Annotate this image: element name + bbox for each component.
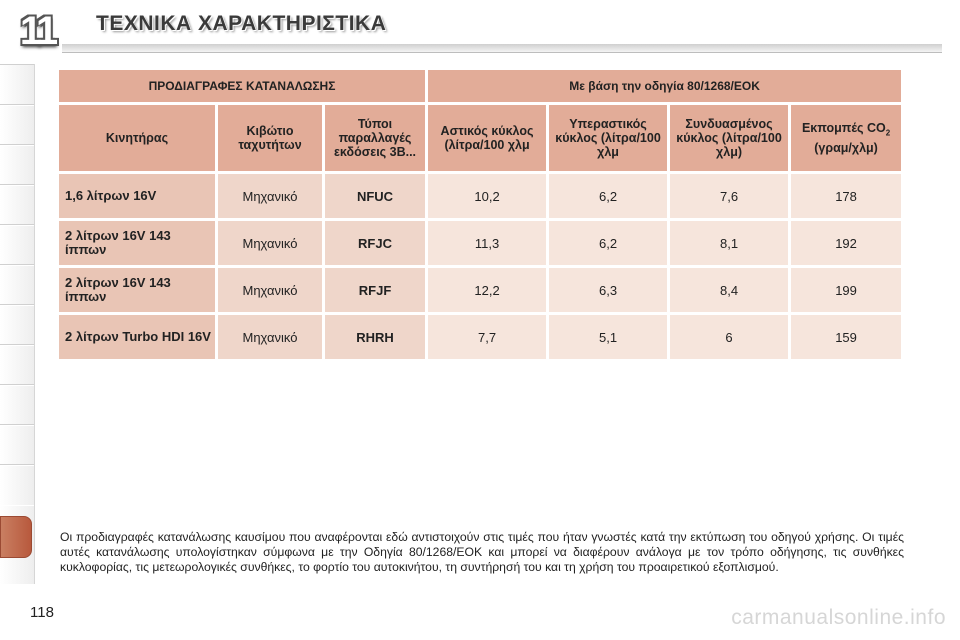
column-header-extra-urban: Υπεραστικός κύκλος (λίτρα/100 χλμ <box>549 105 667 171</box>
watermark: carmanualsonline.info <box>731 606 946 629</box>
gearbox-cell: Μηχανικό <box>218 268 322 312</box>
chapter-tab[interactable] <box>0 264 34 306</box>
variant-code-cell: RFJF <box>325 268 425 312</box>
table-row <box>59 174 901 218</box>
chapter-tab[interactable] <box>0 224 34 266</box>
chapter-tab[interactable] <box>0 304 34 346</box>
combined-cell: 8,1 <box>670 221 788 265</box>
variant-code-cell: RHRH <box>325 315 425 359</box>
extra-urban-cell: 6,2 <box>549 221 667 265</box>
chapter-tab[interactable] <box>0 344 34 386</box>
group-header-directive: Με βάση την οδηγία 80/1268/ΕΟΚ <box>428 70 901 102</box>
chapter-tab[interactable] <box>0 384 34 426</box>
gearbox-cell: Μηχανικό <box>218 315 322 359</box>
page-title: ΤΕΧΝΙΚΑ ΧΑΡΑΚΤΗΡΙΣΤΙΚΑ <box>96 12 387 35</box>
gearbox-cell: Μηχανικό <box>218 221 322 265</box>
table-row <box>59 221 901 265</box>
urban-cell: 10,2 <box>428 174 546 218</box>
chapter-tab[interactable] <box>0 64 34 106</box>
engine-cell: 2 λίτρων Turbo HDI 16V <box>59 315 215 359</box>
column-header-combined: Συνδυασμένος κύκλος (λίτρα/100 χλμ) <box>670 105 788 171</box>
chapter-badge <box>8 8 66 54</box>
variant-code-cell: RFJC <box>325 221 425 265</box>
urban-cell: 11,3 <box>428 221 546 265</box>
co2-subscript: 2 <box>885 128 891 138</box>
column-header-urban: Αστικός κύκλος (λίτρα/100 χλμ <box>428 105 546 171</box>
co2-cell: 178 <box>791 174 901 218</box>
gearbox-cell: Μηχανικό <box>218 174 322 218</box>
consumption-note: Οι προδιαγραφές κατανάλωσης καυσίμου που αναφέρονται εδώ αντιστοιχούν στις τιμές που ήταν γνωστές κατά την εκτύπωση του οδηγού χρήσης. Οι τιμές αυτές κατανάλωσης υπολογίστηκαν σύμφωνα με την Οδηγία 80/1268/ΕΟΚ και μπορεί να διαφέρουν ανάλογα με τον τρόπο οδήγησης, τις συνθήκες κυκλοφορίας, τις μετεωρολογικές συνθήκες, το φορτίο του αυτοκινήτου, τη συντήρησή του και τη χρήση του προαιρετικού εξοπλισμού. <box>60 530 904 574</box>
combined-cell: 7,6 <box>670 174 788 218</box>
table-row <box>59 315 901 359</box>
column-header-variant: Τύποι παραλλαγές εκδόσεις 3Β... <box>325 105 425 171</box>
urban-cell: 12,2 <box>428 268 546 312</box>
title-rule <box>62 44 942 53</box>
combined-cell: 8,4 <box>670 268 788 312</box>
group-header-specs: ΠΡΟΔΙΑΓΡΑΦΕΣ ΚΑΤΑΝΑΛΩΣΗΣ <box>59 70 425 102</box>
chapter-tab[interactable] <box>0 144 34 186</box>
chapter-tab-strip <box>0 64 35 584</box>
urban-cell: 7,7 <box>428 315 546 359</box>
co2-suffix: (γραμ/χλμ) <box>814 140 878 155</box>
extra-urban-cell: 6,2 <box>549 174 667 218</box>
variant-code-cell: NFUC <box>325 174 425 218</box>
chapter-number: 11 <box>19 8 55 53</box>
page-number: 118 <box>30 604 54 621</box>
chapter-tab-active[interactable] <box>0 516 32 558</box>
chapter-tab[interactable] <box>0 104 34 146</box>
column-header-co2 <box>791 105 901 171</box>
engine-cell: 1,6 λίτρων 16V <box>59 174 215 218</box>
co2-prefix: Εκπομπές CO <box>801 121 886 136</box>
extra-urban-cell: 5,1 <box>549 315 667 359</box>
engine-cell: 2 λίτρων 16V 143 ίππων <box>59 221 215 265</box>
column-header-engine: Κινητήρας <box>59 105 215 171</box>
extra-urban-cell: 6,3 <box>549 268 667 312</box>
combined-cell: 6 <box>670 315 788 359</box>
table-row <box>59 268 901 312</box>
co2-cell: 159 <box>791 315 901 359</box>
chapter-tab[interactable] <box>0 184 34 226</box>
chapter-tab[interactable] <box>0 464 34 506</box>
engine-cell: 2 λίτρων 16V 143 ίππων <box>59 268 215 312</box>
column-header-gearbox: Κιβώτιο ταχυτήτων <box>218 105 322 171</box>
co2-cell: 192 <box>791 221 901 265</box>
chapter-tab[interactable] <box>0 424 34 466</box>
co2-cell: 199 <box>791 268 901 312</box>
consumption-spec-table <box>56 67 904 362</box>
